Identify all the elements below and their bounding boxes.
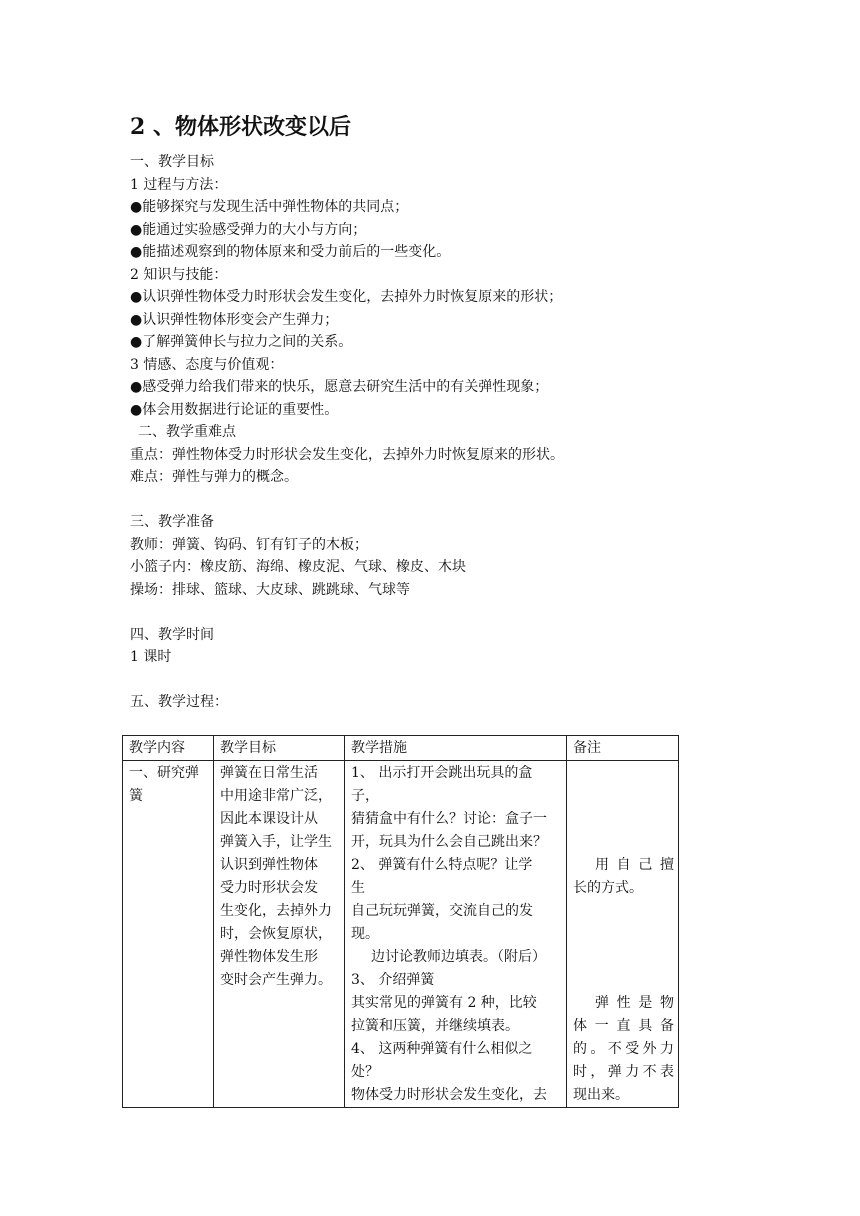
measure-line: 其实常见的弹簧有 2 种，比较: [351, 995, 537, 1011]
measure-line: 2、 弹簧有什么特点呢？让学: [351, 857, 533, 873]
table-header-row: [123, 736, 679, 761]
note-line: 弹 性 是 物: [595, 995, 674, 1011]
preparation-basket: 小篮子内：橡皮筋、海绵、橡皮泥、气球、橡皮、木块: [130, 559, 466, 575]
measure-line: 物体受力时形状会发生变化，去: [351, 1087, 547, 1103]
bullet-item: ●能通过实验感受弹力的大小与方向；: [130, 221, 367, 238]
document-title: 2 、物体形状改变以后: [130, 114, 351, 140]
header-content: 教学内容: [123, 736, 214, 761]
section-heading-time: 四、教学时间: [130, 626, 214, 643]
bullet-item: ●认识弹性物体受力时形状会发生变化，去掉外力时恢复原来的形状；: [130, 289, 563, 305]
notes-spacer: [573, 900, 674, 992]
note-line: 体 一 直 具 备: [573, 1018, 674, 1034]
goal-line: 因此本课设计从: [220, 811, 318, 827]
teaching-process-table: [122, 735, 679, 1108]
goal-line: 生变化，去掉外力: [220, 903, 332, 919]
section-heading-goals: 一、教学目标: [130, 154, 214, 170]
goal-line: 时，会恢复原状，: [220, 926, 332, 942]
section-heading-process: 五、教学过程：: [130, 694, 228, 710]
key-point-text: 重点：弹性物体受力时形状会发生变化，去掉外力时恢复原来的形状。: [130, 446, 564, 463]
bullet-item: ●认识弹性物体形变会产生弹力；: [130, 311, 339, 328]
time-value: 1 课时: [130, 649, 172, 665]
preparation-teacher: 教师：弹簧、钩码、钉有钉子的木板；: [130, 536, 368, 553]
cell-content: [123, 761, 214, 1108]
goal-line: 认识到弹性物体: [220, 857, 318, 873]
cell-goal: [214, 761, 345, 1108]
measure-line: 拉簧和压簧，并继续填表。: [351, 1018, 519, 1034]
bullet-item: ●能够探究与发现生活中弹性物体的共同点；: [130, 199, 409, 215]
note-line: 长的方式。: [573, 880, 643, 896]
section-heading-key-points: 二、教学重难点: [138, 424, 236, 440]
subheading-process-method: 1 过程与方法：: [130, 176, 228, 193]
preparation-playground: 操场：排球、篮球、大皮球、跳跳球、气球等: [130, 581, 410, 598]
measure-line: 1、 出示打开会跳出玩具的盒: [351, 765, 533, 781]
note-line: 的。不受外力: [573, 1041, 674, 1057]
subheading-attitude-values: 3 情感、态度与价值观：: [130, 356, 284, 373]
bullet-item: ●能描述观察到的物体原来和受力前后的一些变化。: [130, 244, 451, 260]
goal-line: 弹簧入手，让学生: [220, 834, 332, 850]
goal-line: 中用途非常广泛，: [220, 788, 332, 804]
measure-line: 3、 介绍弹簧: [351, 972, 435, 988]
cell-measures: [345, 761, 567, 1108]
blank-line: [130, 669, 750, 692]
note-line: 用 自 己 擅: [595, 857, 674, 873]
blank-line: [130, 601, 750, 624]
goal-line: 变时会产生弹力。: [220, 972, 332, 988]
measure-line: 4、 这两种弹簧有什么相似之: [351, 1041, 533, 1057]
measure-line: 猜猜盒中有什么？讨论：盒子一: [351, 811, 547, 827]
header-goal: 教学目标: [214, 736, 345, 761]
table-row: [123, 761, 679, 1108]
measure-line: 子，: [351, 788, 379, 804]
bullet-item: ●感受弹力给我们带来的快乐，愿意去研究生活中的有关弹性现象；: [130, 379, 549, 395]
notes-spacer: [573, 762, 674, 854]
cell-notes: [567, 761, 679, 1108]
difficulty-text: 难点：弹性与弹力的概念。: [130, 469, 298, 485]
header-notes: 备注: [567, 736, 679, 761]
measure-line: 生: [351, 880, 365, 896]
section-heading-preparation: 三、教学准备: [130, 514, 214, 530]
goal-line: 弹性物体发生形: [220, 949, 318, 965]
goal-line: 受力时形状会发: [220, 880, 318, 896]
goal-line: 弹簧在日常生活: [220, 765, 318, 781]
note-line: 时，弹力不表: [573, 1064, 674, 1080]
content-text: 一、研究弹簧: [129, 765, 199, 804]
measure-line: 开，玩具为什么会自己跳出来？: [351, 834, 547, 850]
document-body: [130, 151, 750, 714]
measure-line: 处？: [351, 1064, 379, 1080]
note-line: 现出来。: [573, 1087, 629, 1103]
measure-line: 现。: [351, 926, 379, 942]
bullet-item: ●体会用数据进行论证的重要性。: [130, 401, 339, 418]
measure-line: 边讨论教师边填表。（附后）: [371, 949, 546, 965]
bullet-item: ●了解弹簧伸长与拉力之间的关系。: [130, 334, 353, 350]
measure-line: 自己玩玩弹簧，交流自己的发: [351, 903, 533, 919]
subheading-knowledge-skills: 2 知识与技能：: [130, 266, 228, 283]
header-measures: 教学措施: [345, 736, 567, 761]
blank-line: [130, 489, 750, 512]
